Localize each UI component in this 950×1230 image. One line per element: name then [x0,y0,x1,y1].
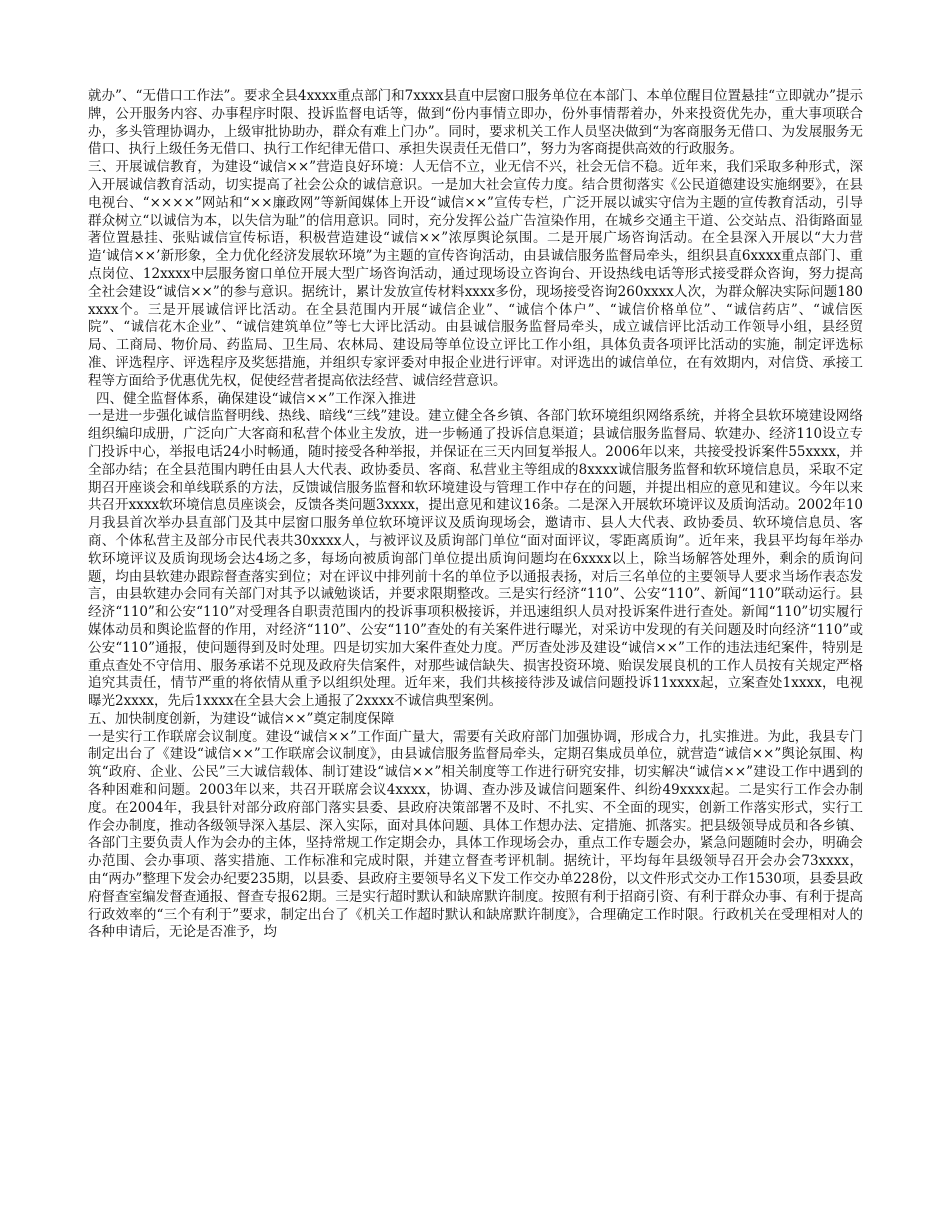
paragraph-institutional-innovation: 一是实行工作联席会议制度。建设“诚信××”工作面广量大，需要有关政府部门加强协调，形成合力，扎实推进。为此，我县专门制定出台了《建设“诚信××”工作联席会议制度》，由县诚信服务监督局牵头，定期召集成员单位，就营造“诚信××”舆论氛围、构筑“政府、企业、公民”三大诚信载体、制订建设“诚信××”相关制度等工作进行研究安排，切实解决“诚信××”建设工作中遇到的各种困难和问题。2003年以来，共召开联席会议4xxxx，协调、查办涉及诚信问题案件、纠纷49xxxx起。二是实行工作会办制度。在2004年，我县针对部分政府部门落实县委、县政府决策部署不及时、不扎实、不全面的现实，创新工作落实形式，实行工作会办制度，推动各级领导深入基层、深入实际，面对具体问题、具体工作想办法、定措施、抓落实。把县级领导成员和各乡镇、各部门主要负责人作为会办的主体，坚持常规工作定期会办，具体工作现场会办，重点工作专题会办，紧急问题随时会办，明确会办范围、会办事项、落实措施、工作标准和完成时限，并建立督查考评机制。据统计，平均每年县级领导召开会办会73xxxx，由“两办”整理下发会办纪要235期，以县委、县政府主要领导名义下发工作交办单228份，以文件形式交办工作1530项，县委县政府督查室编发督查通报、督查专报62期。三是实行超时默认和缺席默许制度。按照有利于招商引资、有利于群众办事、有利于提高行政效率的“三个有利于”要求，制定出台了《机关工作超时默认和缺席默许制度》，合理确定工作时限。行政机关在受理相对人的各种申请后，无论是否准予，均 [88,728,863,941]
document-page [88,88,863,942]
paragraph-supervision-system: 一是进一步强化诚信监督明线、热线、暗线“三线”建设。建立健全各乡镇、各部门软环境组织网络系统，并将全县软环境建设网络组织编印成册，广泛向广大客商和私营个体业主发放，进一步畅通了投诉信息渠道；县诚信服务监督局、软建办、经济110设立专门投诉中心，举报电话24小时畅通，随时接受各种举报，并保证在三天内回复举报人。2006年以来，共接受投诉案件55xxxx，并全部办结；在全县范围内聘任由县人大代表、政协委员、客商、私营业主等组成的8xxxx诚信服务监督和软环境信息员，采取不定期召开座谈会和单线联系的方法，反馈诚信服务监督和软环境建设与管理工作中存在的问题，并提出相应的意见和建议。今年以来共召开xxxx软环境信息员座谈会，反馈各类问题3xxxx，提出意见和建议16条。二是深入开展软环境评议及质询活动。2002年10月我县首次举办县直部门及其中层窗口服务单位软环境评议及质询现场会，邀请市、县人大代表、政协委员、软环境信息员、客商、个体私营主及部分市民代表共30xxxx人，与被评议及质询部门单位“面对面评议，零距离质询”。近年来，我县平均每年举办软环境评议及质询现场会达4场之多，每场向被质询部门单位提出质询问题均在6xxxx以上，除当场解答处理外，剩余的质询问题，均由县软建办跟踪督查落实到位；对在评议中排列前十名的单位予以通报表扬，对后三名单位的主要领导人要求当场作表态发言，由县软建办会同有关部门对其予以诫勉谈话，并要求限期整改。三是实行经济“110”、公安“110”、新闻“110”联动运行。县经济“110”和公安“110”对受理各自职责范围内的投诉事项积极接诉，并迅速组织人员对投诉案件进行查处。新闻“110”切实履行媒体动员和舆论监督的作用，对经济“110”、公安“110”查处的有关案件进行曝光，对采访中发现的有关问题及时向经济“110”或公安“110”通报，使问题得到及时处理。四是切实加大案件查处力度。严厉查处涉及建设“诚信××”工作的违法违纪案件，特别是重点查处不守信用、服务承诺不兑现及政府失信案件，对那些诚信缺失、损害投资环境、贻误发展良机的工作人员按有关规定严格追究其责任，情节严重的将依情从重予以组织处理。近年来，我们共核接待涉及诚信问题投诉11xxxx起，立案查处1xxxx，电视曝光2xxxx，先后1xxxx在全县大会上通报了2xxxx不诚信典型案例。 [88,408,863,710]
section-4-heading: 四、健全监督体系，确保建设“诚信××”工作深入推进 [96,390,416,407]
paragraph-immediate-service: 就办”、“无借口工作法”。要求全县4xxxx重点部门和7xxxx县直中层窗口服务单位在本部门、本单位醒目位置悬挂“立即就办”提示牌，公开服务内容、办事程序时限、投诉监督电话等，做到“份内事情立即办，份外事情帮着办，外来投资优先办，重大事项联合办，多头管理协调办，上级审批协助办，群众有难上门办”。同时，要求机关工作人员坚决做到“为客商服务无借口、为发展服务无借口、执行上级任务无借口、执行工作纪律无借口、承担失误责任无借口”，努力为客商提供高效的行政服务。 [88,88,863,158]
section-5-heading: 五、加快制度创新，为建设“诚信××”奠定制度保障 [88,710,395,727]
section-3-integrity-education: 三、开展诚信教育，为建设“诚信××”营造良好环境：人无信不立，业无信不兴，社会无信不稳。近年来，我们采取多种形式，深入开展诚信教育活动，切实提高了社会公众的诚信意识。一是加大社会宣传力度。结合贯彻落实《公民道德建设实施纲要》，在县电视台、“××××”网站和“××廉政网”等新闻媒体上开设“诚信××”宣传专栏，广泛开展以诚实守信为主题的宣传教育活动，引导群众树立“以诚信为本，以失信为耻”的信用意识。同时，充分发挥公益广告渲染作用，在城乡交通主干道、公交站点、沿街路面显著位置悬挂、张贴诚信宣传标语，积极营造建设“诚信××”浓厚舆论氛围。二是开展广场咨询活动。在全县深入开展以“大力营造‘诚信××’新形象，全力优化经济发展软环境”为主题的宣传咨询活动，由县诚信服务监督局牵头，组织县直6xxxx重点部门、重点岗位、12xxxx中层服务窗口单位开展大型广场咨询活动，通过现场设立咨询台、开设热线电话等形式接受群众咨询，努力提高全社会建设“诚信××”的参与意识。据统计，累计发放宣传材料xxxx多份，现场接受咨询260xxxx人次，为群众解决实际问题180xxxx个。三是开展诚信评比活动。在全县范围内开展“诚信企业”、“诚信个体户”、“诚信价格单位”、“诚信药店”、“诚信医院”、“诚信花木企业”、“诚信建筑单位”等七大评比活动。由县诚信服务监督局牵头，成立诚信评比活动工作领导小组，县经贸局、工商局、物价局、药监局、卫生局、农林局、建设局等单位设立评比工作小组，具体负责各项评比活动的实施，制定评选标准、评选程序、评选程序及奖惩措施，并组织专家评委对申报企业进行评审。对评选出的诚信单位，在有效期内，对信贷、承接工程等方面给予优惠优先权，促使经营者提高依法经营、诚信经营意识。 [88,159,863,389]
